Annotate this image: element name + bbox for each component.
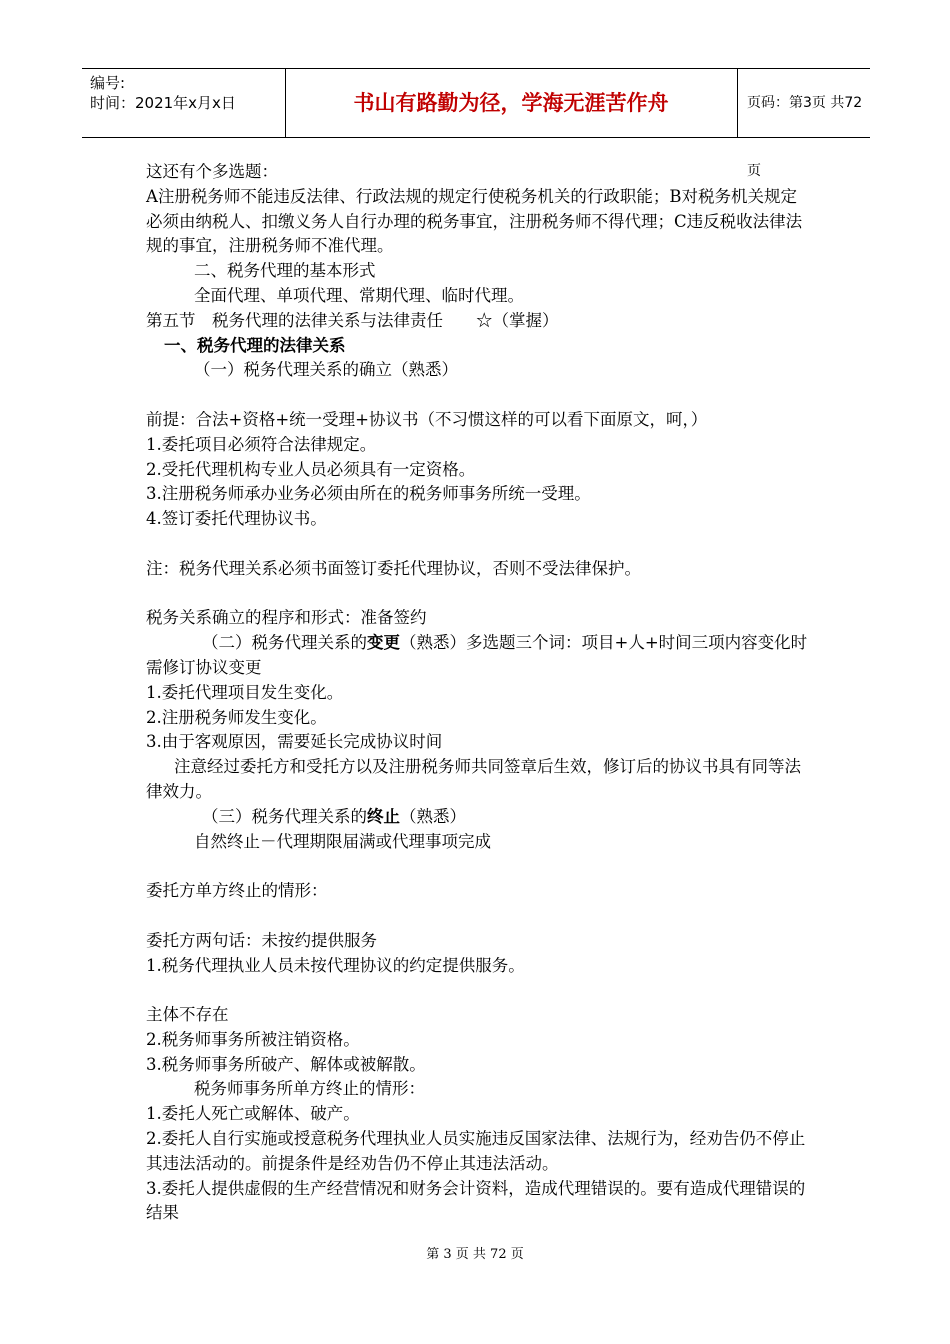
subsection-heading	[146, 805, 810, 830]
paragraph: 委托方两句话：未按约提供服务	[146, 930, 377, 950]
heading-text: （二）税务代理关系的	[202, 633, 367, 653]
list-item: 1.委托代理项目发生变化。	[146, 682, 344, 702]
list-item: 1.委托人死亡或解体、破产。	[146, 1104, 360, 1124]
paragraph: 税务师事务所单方终止的情形：	[194, 1079, 425, 1099]
list-item: 3.由于客观原因，需要延长完成协议时间	[146, 732, 443, 752]
section-heading: 二、税务代理的基本形式	[194, 261, 376, 281]
list-item: 2.受托代理机构专业人员必须具有一定资格。	[146, 459, 476, 479]
note-paragraph: 注：税务代理关系必须书面签订委托代理协议，否则不受法律保护。	[146, 558, 641, 578]
chapter-heading: 第五节 税务代理的法律关系与法律责任 ☆（掌握）	[146, 310, 559, 330]
subsection-heading: （一）税务代理关系的确立（熟悉）	[194, 360, 458, 380]
paragraph: 这还有个多选题：	[146, 162, 278, 181]
list-item: 2.委托人自行实施或授意税务代理执业人员实施违反国家法律、法规行为，经劝告仍不停止其违法活动的。前提条件是经劝告仍不停止其违法活动。	[146, 1129, 806, 1173]
paragraph: A注册税务师不能违反法律、行政法规的规定行使税务机关的行政职能；B对税务机关规定必须由纳税人、扣缴义务人自行办理的税务事宜，注册税务师不得代理；C违反税收法律法规的事宜，注册税务师不准代理。	[146, 186, 803, 256]
paragraph	[146, 755, 810, 805]
list-item: 4.签订委托代理协议书。	[146, 509, 327, 529]
paragraph: 主体不存在	[146, 1005, 229, 1025]
paragraph-text: 注意经过委托方和受托方以及注册税务师共同签章后生效，修订后的协议书具有同等法律效力。	[146, 757, 801, 801]
heading-text: （熟悉）	[400, 806, 466, 826]
list-item: 2.税务师事务所被注销资格。	[146, 1029, 360, 1049]
document-body	[146, 160, 810, 1226]
list-item: 3.委托人提供虚假的生产经营情况和财务会计资料，造成代理错误的。要有造成代理错误的结果	[146, 1178, 806, 1223]
paragraph: 全面代理、单项代理、常期代理、临时代理。	[194, 285, 524, 305]
list-item: 3.注册税务师承办业务必须由所在的税务师事务所统一受理。	[146, 484, 591, 504]
doc-date-label: 时间：2021年x月x日	[90, 94, 236, 112]
doc-number-label: 编号:	[90, 74, 126, 92]
paragraph: 自然终止－代理期限届满或代理事项完成	[194, 831, 491, 851]
list-item: 1.税务代理执业人员未按代理协议的约定提供服务。	[146, 955, 525, 975]
section-heading-bold: 一、税务代理的法律关系	[164, 335, 346, 355]
heading-text: （三）税务代理关系的	[202, 806, 367, 826]
paragraph: 前提：合法+资格+统一受理+协议书（不习惯这样的可以看下面原文，呵，）	[146, 409, 708, 429]
heading-keyword: 变更	[367, 633, 400, 653]
heading-keyword: 终止	[367, 806, 400, 826]
heading-text: （熟悉）多选题三个词：项目+人+时间三项内容变化时需修订协议变更	[146, 633, 808, 677]
list-item: 2.注册税务师发生变化。	[146, 707, 327, 727]
list-item: 1.委托项目必须符合法律规定。	[146, 434, 377, 454]
list-item: 3.税务师事务所破产、解体或被解散。	[146, 1054, 426, 1074]
header-motto: 书山有路勤为径，学海无涯苦作舟	[285, 69, 738, 137]
header-page-info: 页码：第3页 共72页	[747, 95, 863, 179]
page-footer: 第 3 页 共 72 页	[426, 1247, 524, 1262]
paragraph: 委托方单方终止的情形：	[146, 881, 328, 901]
subsection-heading	[146, 631, 810, 681]
header-left-cell	[82, 69, 286, 137]
paragraph: 税务关系确立的程序和形式：准备签约	[146, 608, 427, 628]
